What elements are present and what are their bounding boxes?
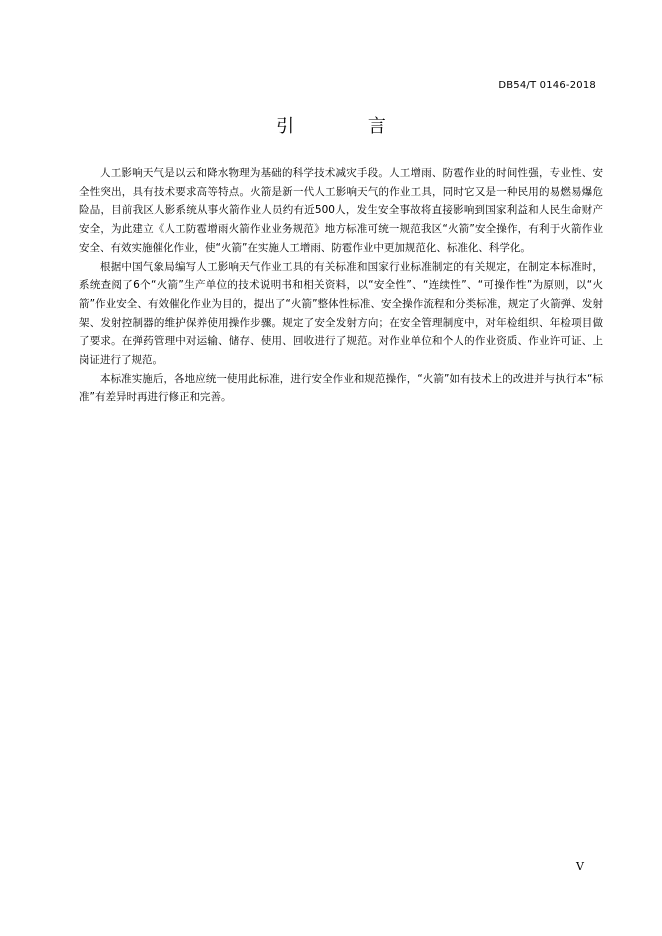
document-code: DB54/T 0146-2018	[498, 80, 596, 91]
paragraph-3: 本标准实施后，各地应统一使用此标准，进行安全作业和规范操作，“火箭”如有技术上的改进并与执行本“标准”有差异时再进行修正和完善。	[79, 372, 603, 404]
page-title: 引 言	[276, 116, 420, 137]
page-number: V	[576, 860, 584, 873]
body-text	[79, 164, 603, 407]
paragraph-2: 根据中国气象局编写人工影响天气作业工具的有关标准和国家行业标准制定的有关规定，在制定本标准时，系统查阅了6个“火箭”生产单位的技术说明书和相关资料，以“安全性”、“连续性”、“可操作性”为原则，以“火箭”作业安全、有效催化作业为目的，提出了“火箭”整体性标准、安全操作流程和分类标准，规定了火箭弹、发射架、发射控制器的维护保养使用操作步骤。规定了安全发射方向；在安全管理制度中，对年检组织、年检项目做了要求。在弹药管理中对运输、储存、使用、回收进行了规范。对作业单位和个人的作业资质、作业许可证、上岗证进行了规范。	[79, 260, 603, 367]
paragraph-1: 人工影响天气是以云和降水物理为基础的科学技术减灾手段。人工增雨、防雹作业的时间性强，专业性、安全性突出，具有技术要求高等特点。火箭是新一代人工影响天气的作业工具，同时它又是一种民用的易燃易爆危险品，目前我区人影系统从事火箭作业人员约有近500人，发生安全事故将直接影响到国家利益和人民生命财产安全，为此建立《人工防雹增雨火箭作业业务规范》地方标准可统一规范我区“火箭”安全操作，有利于火箭作业安全、有效实施催化作业，使“火箭”在实施人工增雨、防雹作业中更加规范化、标准化、科学化。	[79, 167, 603, 254]
